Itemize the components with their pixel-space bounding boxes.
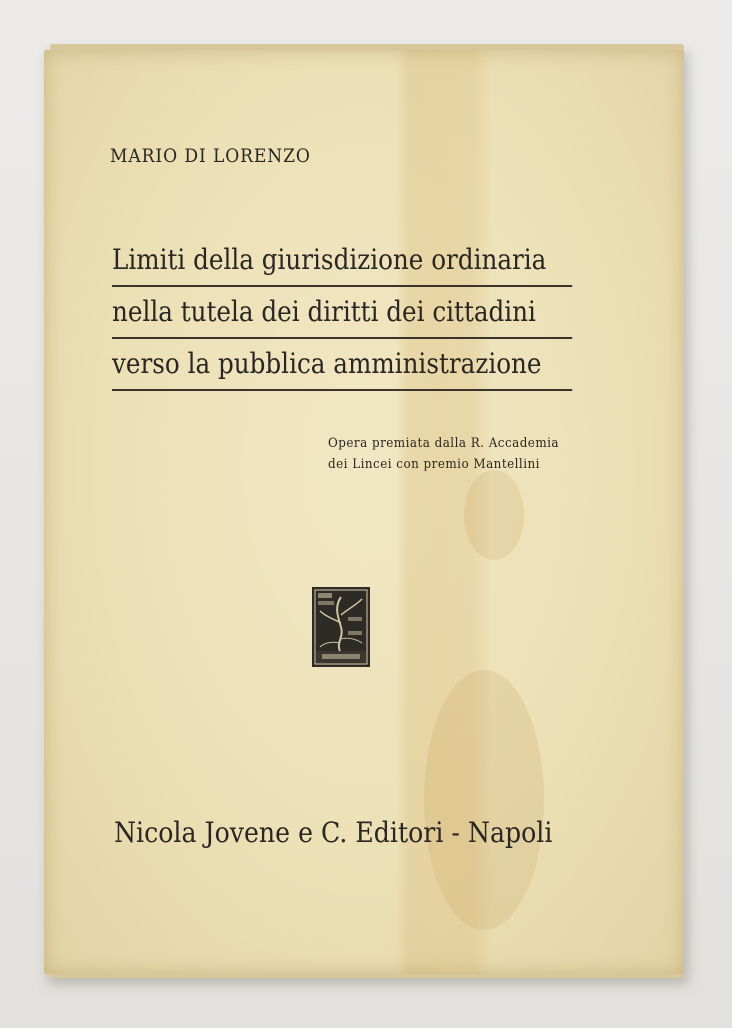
title-line: nella tutela dei diritti dei cittadini: [112, 287, 572, 339]
award-line: dei Lincei con premio Mantellini: [328, 457, 540, 472]
title-line: Limiti della giurisdizione ordinaria: [112, 235, 572, 287]
author-name: MARIO DI LORENZO: [110, 145, 311, 167]
book-title: [112, 235, 572, 391]
publisher-emblem-icon: [312, 587, 370, 667]
foxing-stain: [424, 670, 544, 930]
title-line: verso la pubblica amministrazione: [112, 339, 572, 391]
book-cover: [44, 50, 684, 974]
publisher-imprint: Nicola Jovene e C. Editori - Napoli: [114, 816, 553, 849]
award-note: [328, 433, 567, 475]
award-line: Opera premiata dalla R. Accademia: [328, 436, 560, 451]
foxing-stain: [464, 470, 524, 560]
